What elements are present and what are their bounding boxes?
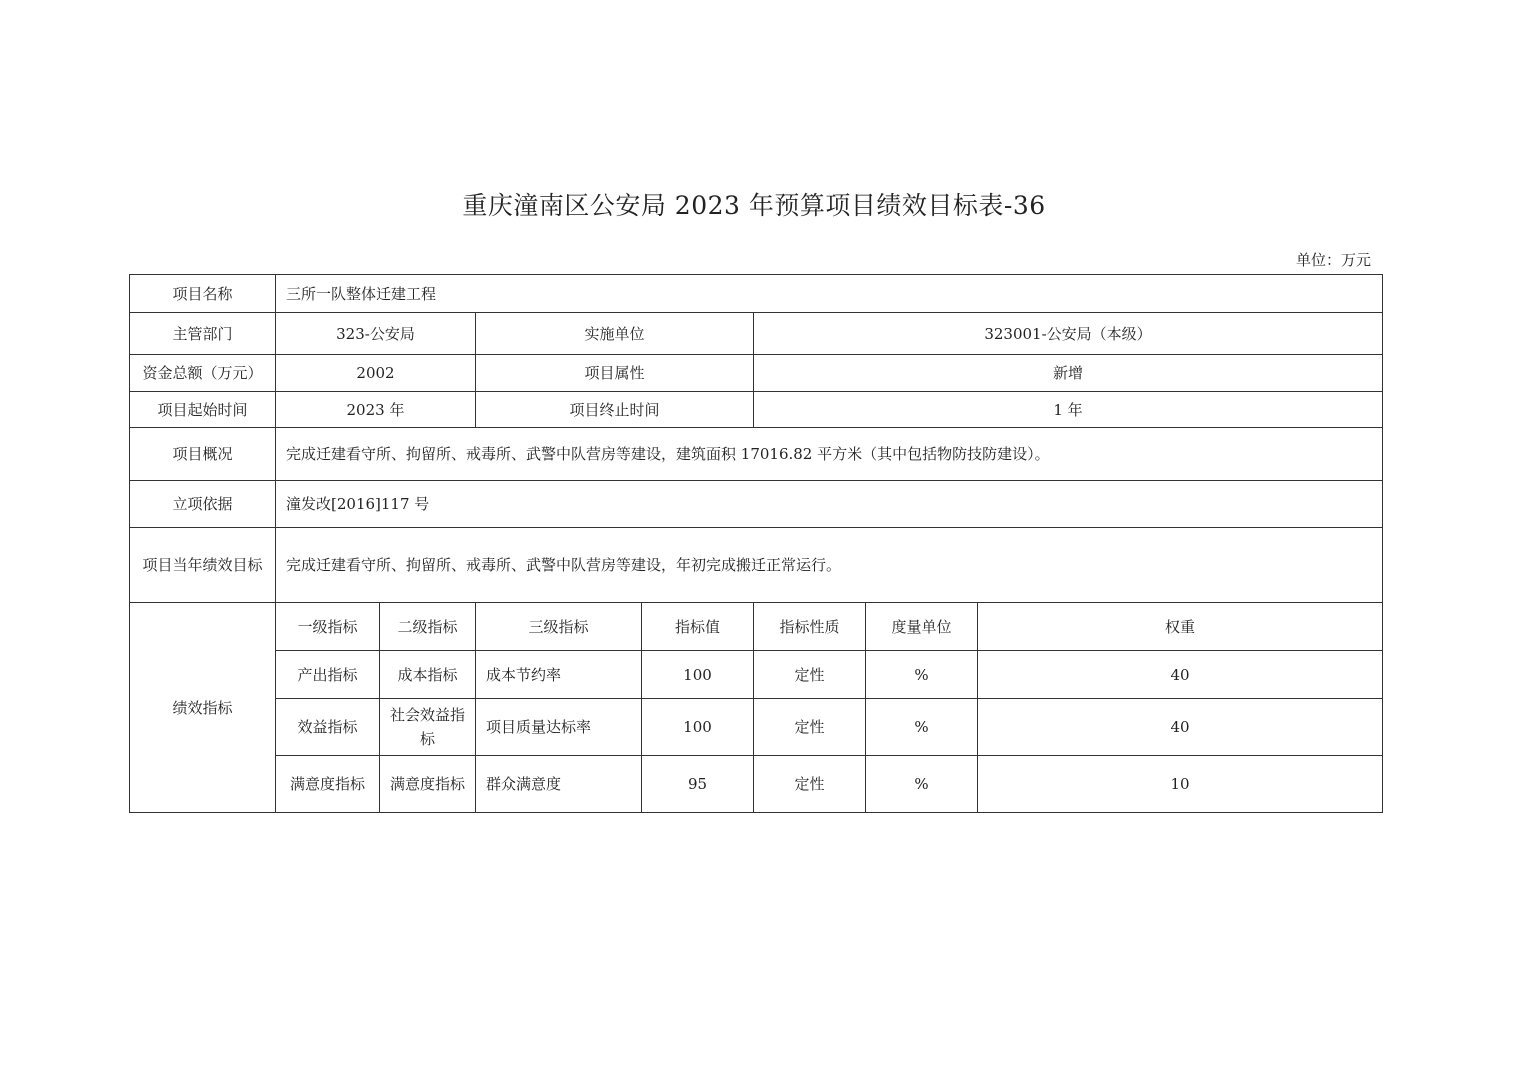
unit-label: 单位：万元 xyxy=(1295,251,1371,269)
perf-l3: 群众满意度 xyxy=(476,756,642,813)
perf-l3: 项目质量达标率 xyxy=(476,699,642,756)
perf-l2: 社会效益指标 xyxy=(380,699,476,756)
perf-nature: 定性 xyxy=(754,651,866,699)
perf-value: 100 xyxy=(642,699,754,756)
perf-unit: % xyxy=(866,699,978,756)
perf-l1: 产出指标 xyxy=(276,651,380,699)
dept-label: 主管部门 xyxy=(130,313,276,355)
attr-value: 新增 xyxy=(754,355,1383,392)
perf-header-weight: 权重 xyxy=(978,603,1383,651)
perf-header-value: 指标值 xyxy=(642,603,754,651)
perf-weight: 40 xyxy=(978,651,1383,699)
perf-unit: % xyxy=(866,756,978,813)
overview-label: 项目概况 xyxy=(130,428,276,481)
page-title: 重庆潼南区公安局 2023 年预算项目绩效目标表-36 xyxy=(462,191,1046,220)
goal-label: 项目当年绩效目标 xyxy=(130,528,276,603)
perf-unit: % xyxy=(866,651,978,699)
perf-header-unit: 度量单位 xyxy=(866,603,978,651)
impl-value: 323001-公安局（本级） xyxy=(754,313,1383,355)
fund-value: 2002 xyxy=(276,355,476,392)
row-period xyxy=(130,392,1383,428)
perf-l1: 效益指标 xyxy=(276,699,380,756)
impl-label: 实施单位 xyxy=(476,313,754,355)
end-value: 1 年 xyxy=(754,392,1383,428)
perf-weight: 40 xyxy=(978,699,1383,756)
performance-table xyxy=(129,274,1383,813)
row-goal xyxy=(130,528,1383,603)
perf-nature: 定性 xyxy=(754,756,866,813)
goal-value: 完成迁建看守所、拘留所、戒毒所、武警中队营房等建设，年初完成搬迁正常运行。 xyxy=(276,528,1383,603)
dept-value: 323-公安局 xyxy=(276,313,476,355)
row-project-name xyxy=(130,275,1383,313)
perf-l1: 满意度指标 xyxy=(276,756,380,813)
perf-header-l3: 三级指标 xyxy=(476,603,642,651)
perf-value: 95 xyxy=(642,756,754,813)
perf-weight: 10 xyxy=(978,756,1383,813)
perf-l3: 成本节约率 xyxy=(476,651,642,699)
project-name-value: 三所一队整体迁建工程 xyxy=(276,275,1383,313)
perf-nature: 定性 xyxy=(754,699,866,756)
perf-header-nature: 指标性质 xyxy=(754,603,866,651)
row-fund xyxy=(130,355,1383,392)
row-basis xyxy=(130,481,1383,528)
perf-label: 绩效指标 xyxy=(130,603,276,813)
table-row xyxy=(130,651,1383,699)
start-value: 2023 年 xyxy=(276,392,476,428)
attr-label: 项目属性 xyxy=(476,355,754,392)
start-label: 项目起始时间 xyxy=(130,392,276,428)
perf-header-l1: 一级指标 xyxy=(276,603,380,651)
basis-label: 立项依据 xyxy=(130,481,276,528)
row-department xyxy=(130,313,1383,355)
table-row xyxy=(130,756,1383,813)
perf-l2: 满意度指标 xyxy=(380,756,476,813)
basis-value: 潼发改[2016]117 号 xyxy=(276,481,1383,528)
perf-value: 100 xyxy=(642,651,754,699)
perf-header-l2: 二级指标 xyxy=(380,603,476,651)
perf-l2: 成本指标 xyxy=(380,651,476,699)
end-label: 项目终止时间 xyxy=(476,392,754,428)
fund-label: 资金总额（万元） xyxy=(130,355,276,392)
project-name-label: 项目名称 xyxy=(130,275,276,313)
table-row xyxy=(130,699,1383,756)
overview-value: 完成迁建看守所、拘留所、戒毒所、武警中队营房等建设，建筑面积 17016.82 平方米（其中包括物防技防建设）。 xyxy=(276,428,1383,481)
row-overview xyxy=(130,428,1383,481)
perf-header-row xyxy=(130,603,1383,651)
